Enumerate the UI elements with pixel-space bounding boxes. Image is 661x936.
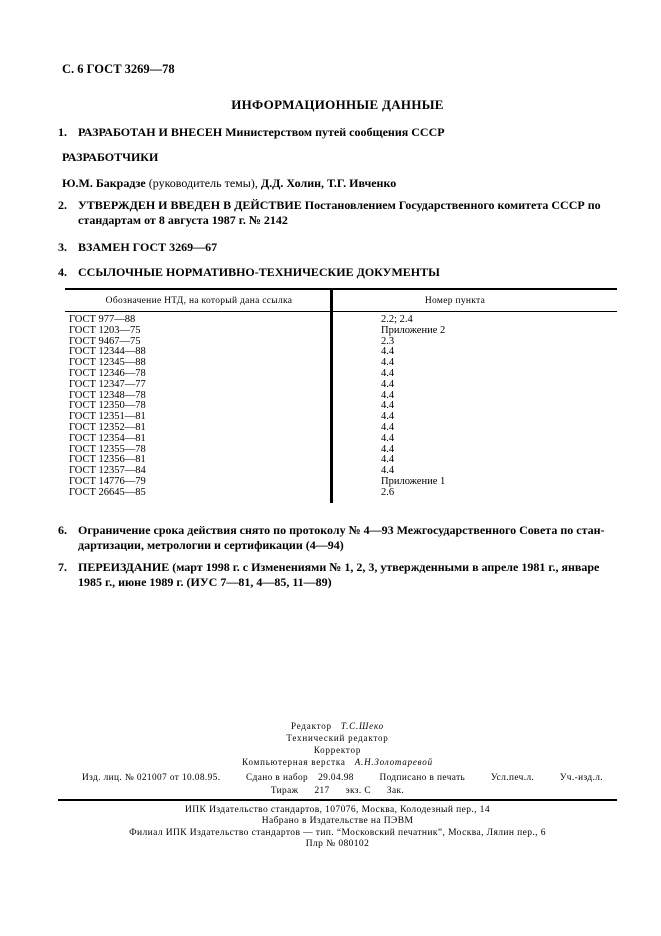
item-2 xyxy=(58,198,617,228)
item-7-number: 7. xyxy=(58,559,67,574)
developer-lead-role: (руководитель темы), xyxy=(145,176,261,190)
item-1-text: РАЗРАБОТАН И ВНЕСЕН Министерством путей сообщения СССР xyxy=(78,125,445,139)
printing-house: Филиал ИПК Издательство стандартов — тип. “Московский печатник”, Москва, Лялин пер., 6 xyxy=(129,827,546,838)
referenced-documents-table xyxy=(65,288,617,503)
item-2-text: УТВЕРЖДЕН И ВВЕДЕН В ДЕЙСТВИЕ Постановлением Государственного комитета СССР по стандартам от 8 августа 1987 г. № 2142 xyxy=(78,198,601,227)
table-row xyxy=(65,315,617,326)
signed-to-print: Подписано в печать xyxy=(379,772,466,783)
credit-layout: Компьютерная верстка А.Н.Золотаревой xyxy=(242,756,433,767)
item-1 xyxy=(58,125,617,140)
developer-lead: Ю.М. Бакрадзе xyxy=(62,176,146,190)
publisher-address: ИПК Издательство стандартов, 107076, Москва, Колодезный пер., 14 xyxy=(185,804,490,815)
clause-number-cell: 4.4 xyxy=(381,465,395,477)
table-row xyxy=(65,401,617,412)
ntd-designation-cell: ГОСТ 12350—78 xyxy=(69,400,146,412)
clause-number-cell: 4.4 xyxy=(381,346,395,358)
ntd-designation-cell: ГОСТ 977—88 xyxy=(69,314,136,325)
document-title: ИНФОРМАЦИОННЫЕ ДАННЫЕ xyxy=(231,97,444,112)
table-column-divider xyxy=(330,290,333,503)
publisher-block xyxy=(58,805,617,851)
credit-corrector: Корректор xyxy=(313,744,362,755)
print-run-value: 217 xyxy=(314,785,330,796)
ntd-designation-cell: ГОСТ 12348—78 xyxy=(69,389,146,401)
ntd-designation-cell: ГОСТ 12351—81 xyxy=(69,411,146,423)
page-header: С. 6 ГОСТ 3269—78 xyxy=(62,62,175,76)
item-4-text: ССЫЛОЧНЫЕ НОРМАТИВНО-ТЕХНИЧЕСКИЕ ДОКУМЕНТЫ xyxy=(78,265,440,279)
footer-divider xyxy=(58,799,617,801)
clause-number-cell: 4.4 xyxy=(381,454,395,466)
ntd-designation-cell: ГОСТ 14776—79 xyxy=(69,475,146,487)
ntd-table-rows xyxy=(65,312,617,499)
credit-tech-editor: Технический редактор xyxy=(286,732,389,743)
ntd-designation-cell: ГОСТ 12356—81 xyxy=(69,454,146,466)
ntd-designation-cell: ГОСТ 12345—88 xyxy=(69,357,146,369)
item-4 xyxy=(58,265,617,280)
table-row xyxy=(65,488,617,499)
table-row xyxy=(65,434,617,445)
clause-number-cell: 4.4 xyxy=(381,357,395,369)
ntd-designation-cell: ГОСТ 1203—75 xyxy=(69,324,141,336)
ntd-designation-cell: ГОСТ 12346—78 xyxy=(69,367,146,379)
conditional-sheets: Усл.печ.л. xyxy=(490,772,535,783)
item-7-text: ПЕРЕИЗДАНИЕ (март 1998 г. с Изменениями № 1, 2, 3, утвержденными в апреле 1981 г., январе 1985 г., июне 1989 г. (ИУС 7—81, 4—85, 11—89) xyxy=(78,559,600,589)
clause-number-cell: 2.3 xyxy=(381,335,395,347)
table-row xyxy=(65,466,617,477)
ntd-designation-cell: ГОСТ 12344—88 xyxy=(69,346,146,358)
table-header-row xyxy=(65,290,617,312)
ntd-designation-cell: ГОСТ 26645—85 xyxy=(69,486,146,498)
clause-number-cell: 4.4 xyxy=(381,389,395,401)
clause-number-cell: 4.4 xyxy=(381,411,395,423)
ntd-designation-cell: ГОСТ 12354—81 xyxy=(69,432,146,444)
table-row xyxy=(65,380,617,391)
table-row xyxy=(65,369,617,380)
clause-number-cell: 4.4 xyxy=(381,367,395,379)
plr-number: Плр № 080102 xyxy=(305,839,370,850)
item-2-number: 2. xyxy=(58,198,67,212)
item-3-text: ВЗАМЕН ГОСТ 3269—67 xyxy=(78,240,218,254)
typeset-date: Сдано в набор 29.04.98 xyxy=(246,772,354,783)
clause-number-cell: 4.4 xyxy=(381,378,395,390)
developers-line xyxy=(62,176,617,191)
ntd-designation-cell: ГОСТ 12347—77 xyxy=(69,378,146,390)
item-6-text: Ограничение срока действия снято по протоколу № 4—93 Межгосударственного Совета по стан- дартизации, метрологии и сертификации (4—94) xyxy=(78,522,605,552)
table-row xyxy=(65,412,617,423)
developers-heading: РАЗРАБОТЧИКИ xyxy=(62,150,159,164)
publishing-license: Изд. лиц. № 021007 от 10.08.95. xyxy=(82,772,221,783)
publishing-sheets: Уч.-изд.л. xyxy=(559,772,603,783)
table-row xyxy=(65,423,617,434)
table-row xyxy=(65,347,617,358)
item-7 xyxy=(58,560,617,590)
clause-number-header: Номер пункта xyxy=(424,295,486,306)
item-6-number: 6. xyxy=(58,522,67,537)
credit-editor: Редактор Т.С.Шеко xyxy=(291,720,384,731)
layout-name: А.Н.Золотаревой xyxy=(354,756,433,767)
ntd-designation-cell: ГОСТ 12355—78 xyxy=(69,443,146,455)
credits-block xyxy=(58,720,617,768)
table-row xyxy=(65,337,617,348)
clause-number-cell: 4.4 xyxy=(381,432,395,444)
print-run-line: Тираж 217 экз. С Зак. xyxy=(270,785,405,796)
ntd-designation-cell: ГОСТ 12357—84 xyxy=(69,465,146,477)
clause-number-cell: 2.6 xyxy=(381,486,395,498)
ntd-designation-header: Обозначение НТД, на который дана ссылка xyxy=(105,295,293,306)
clause-number-cell: 2.2; 2.4 xyxy=(381,314,413,325)
table-row xyxy=(65,445,617,456)
developers-others: Д.Д. Холин, Т.Г. Ивченко xyxy=(260,176,397,190)
item-1-number: 1. xyxy=(58,125,67,139)
clause-number-cell: 4.4 xyxy=(381,443,395,455)
item-3-number: 3. xyxy=(58,240,67,254)
ntd-designation-cell: ГОСТ 12352—81 xyxy=(69,421,146,433)
editor-name: Т.С.Шеко xyxy=(340,720,384,731)
typeset-note: Набрано в Издательстве на ПЭВМ xyxy=(261,816,414,827)
table-row xyxy=(65,391,617,402)
item-6 xyxy=(58,523,617,553)
table-row xyxy=(65,326,617,337)
table-row xyxy=(65,455,617,466)
item-4-number: 4. xyxy=(58,265,67,279)
table-row xyxy=(65,358,617,369)
clause-number-cell: Приложение 1 xyxy=(381,475,446,487)
imprint-line xyxy=(58,772,617,785)
clause-number-cell: 4.4 xyxy=(381,421,395,433)
clause-number-cell: Приложение 2 xyxy=(381,324,446,336)
table-row xyxy=(65,477,617,488)
item-3 xyxy=(58,240,617,255)
clause-number-cell: 4.4 xyxy=(381,400,395,412)
ntd-designation-cell: ГОСТ 9467—75 xyxy=(69,335,141,347)
